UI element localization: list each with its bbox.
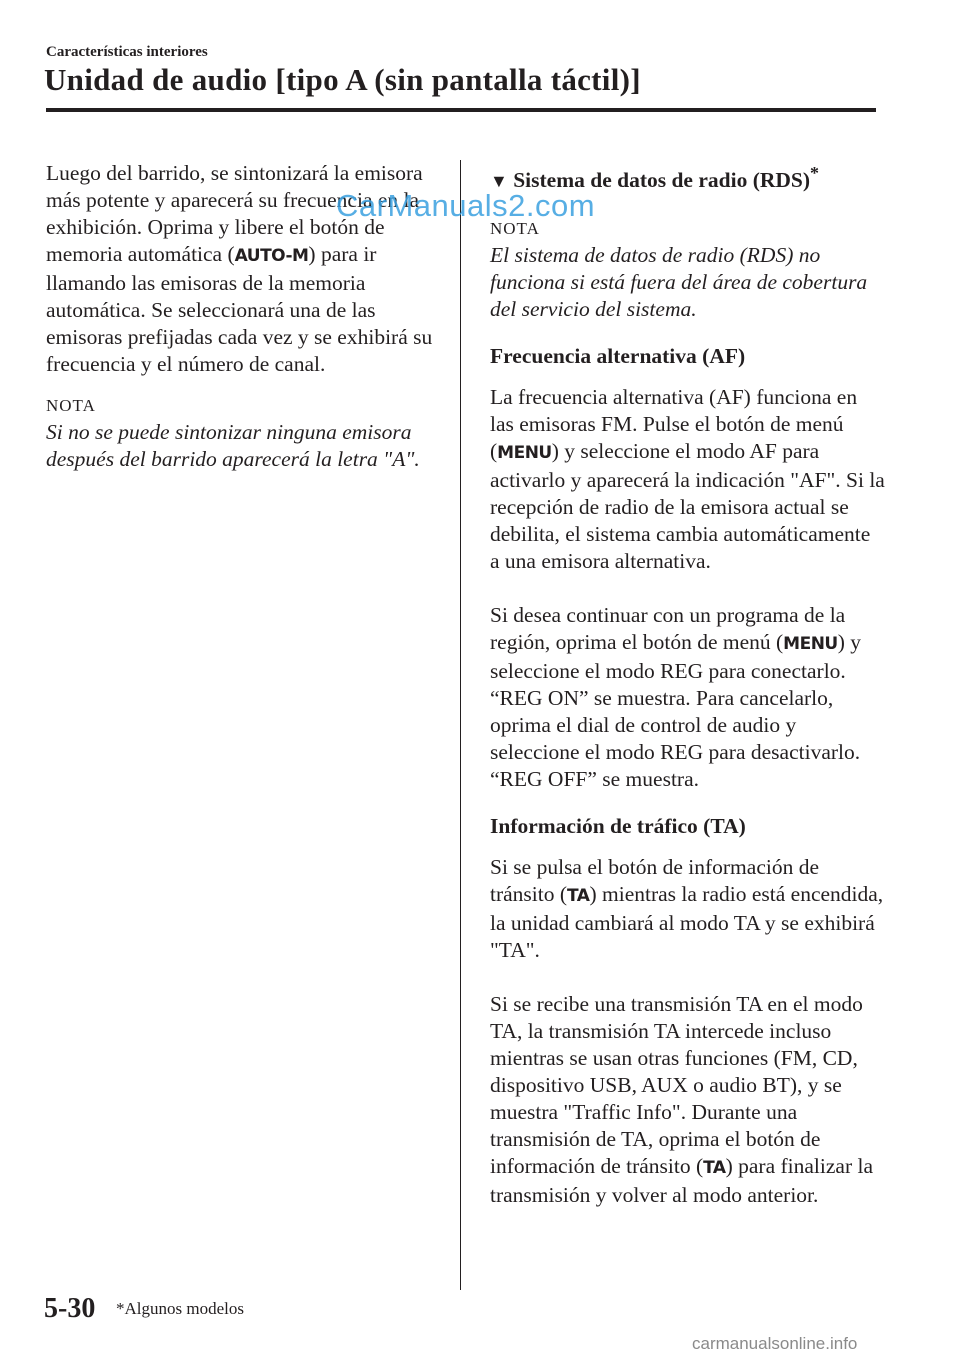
footnote: *Algunos modelos	[116, 1299, 244, 1318]
note-text: El sistema de datos de radio (RDS) no funciona si está fuera del área de cobertura del servicio del sistema.	[490, 243, 868, 322]
title-rule	[46, 108, 876, 112]
body-paragraph: Si se pulsa el botón de información de tránsito (TA) mientras la radio está encendida, la unidad cambiará al modo TA y se exhibirá "TA".	[490, 855, 884, 963]
triangle-marker-icon: ▼	[490, 171, 508, 192]
ta-button-icon: TA	[567, 886, 590, 907]
ta-button-icon: TA	[703, 1158, 726, 1179]
asterisk-marker: *	[810, 163, 819, 183]
auto-m-button-icon: AUTO-M	[234, 246, 309, 266]
body-paragraph: Si se recibe una transmisión TA en el modo TA, la transmisión TA intercede incluso mientras se usan otras funciones (FM, CD, dispositivo USB, AUX o audio BT), y se muestra "Traffic Info". Durante una transmisión de TA, oprima el botón de información de tránsito (TA) para finalizar la transmisión y volver al modo anterior.	[490, 992, 874, 1208]
menu-button-icon: MENU	[497, 443, 552, 464]
subheading-af: Frecuencia alternativa (AF)	[490, 344, 746, 369]
body-paragraph: La frecuencia alternativa (AF) funciona en las emisoras FM. Pulse el botón de menú (MENU) y seleccione el modo AF para activarlo y aparecerá la indicación "AF". Si la recepción de radio de la emisora actual se debilita, el sistema cambia automáticamente a una emisora alternativa.	[490, 385, 885, 574]
section-label: Características interiores	[46, 44, 208, 60]
body-paragraph: Si desea continuar con un programa de la región, oprima el botón de menú (MENU) y seleccione el modo REG para conectarlo. “REG ON” se muestra. Para cancelarlo, oprima el dial de control de audio y seleccione el modo REG para desactivarlo. “REG OFF” se muestra.	[490, 603, 862, 792]
note-label: NOTA	[490, 219, 540, 239]
note-label: NOTA	[46, 396, 96, 415]
right-column	[490, 160, 885, 1209]
note-text: Si no se puede sintonizar ninguna emisora después del barrido aparecerá la letra "A".	[46, 420, 420, 471]
page-number: 5-30	[44, 1293, 96, 1324]
column-divider	[460, 160, 461, 1290]
section-heading-rds: ▼ Sistema de datos de radio (RDS)*	[490, 163, 819, 193]
site-watermark: carmanualsonline.info	[692, 1334, 858, 1353]
body-paragraph: Luego del barrido, se sintonizará la emisora más potente y aparecerá su frecuencia en la exhibición. Oprima y libere el botón de memoria automática (AUTO-M) para ir llamando las emisoras de la memoria automática. Se seleccionará una de las emisoras prefijadas cada vez y se exhibirá su frecuencia y el número de canal.	[46, 161, 433, 376]
watermark: CarManuals2.com	[336, 188, 596, 223]
menu-button-icon: MENU	[783, 634, 838, 655]
subheading-ta: Información de tráfico (TA)	[490, 814, 746, 839]
page-title: Unidad de audio [tipo A (sin pantalla táctil)]	[44, 62, 641, 97]
